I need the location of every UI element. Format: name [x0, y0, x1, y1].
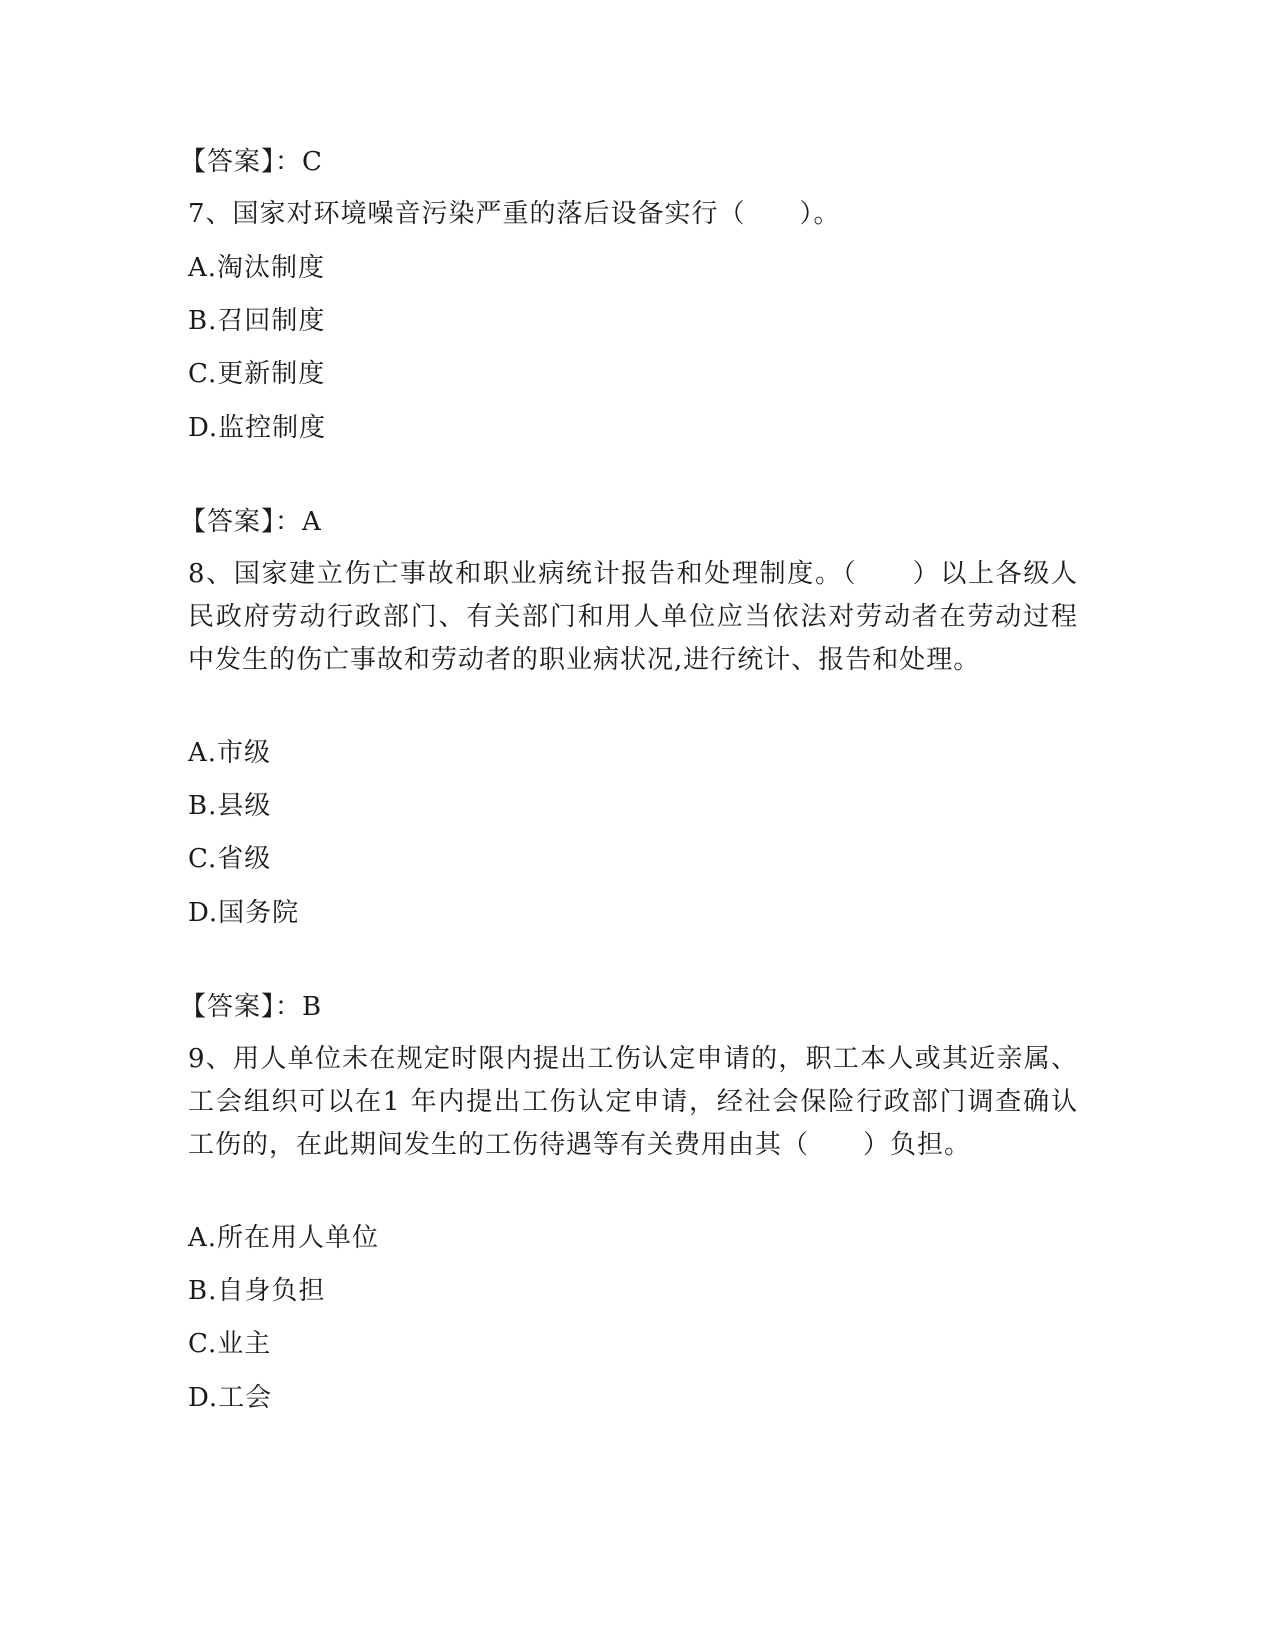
answer-line [180, 507, 322, 537]
answer-value: C [302, 147, 323, 177]
option-9d: D.工会 [188, 1383, 273, 1413]
question-9: 9、用人单位未在规定时限内提出工伤认定申请的，职工本人或其近亲属、工会组织可以在1 年内提出工伤认定申请，经社会保险行政部门调查确认工伤的，在此期间发生的工伤待遇等有关费用由其（ ）负担。 [188, 1044, 1078, 1160]
question-8: 8、国家建立伤亡事故和职业病统计报告和处理制度。（ ）以上各级人民政府劳动行政部门、有关部门和用人单位应当依法对劳动者在劳动过程中发生的伤亡事故和劳动者的职业病状况,进行统计、报告和处理。 [188, 559, 1078, 675]
question-7: 7、国家对环境噪音污染严重的落后设备实行（ ）。 [188, 199, 841, 229]
option-7c: C.更新制度 [188, 359, 326, 389]
option-8d: D.国务院 [188, 898, 300, 928]
option-9a: A.所在用人单位 [188, 1223, 380, 1253]
option-9b: B.自身负担 [188, 1276, 326, 1306]
option-7d: D.监控制度 [188, 413, 327, 443]
answer-value: A [302, 507, 322, 537]
answer-line [180, 992, 322, 1022]
option-8b: B.县级 [188, 791, 272, 821]
option-8c: C.省级 [188, 844, 272, 874]
option-7a: A.淘汰制度 [188, 253, 326, 283]
answer-label: 【答案】： [180, 992, 303, 1022]
answer-value: B [302, 992, 323, 1022]
option-7b: B.召回制度 [188, 306, 326, 336]
option-8a: A.市级 [188, 738, 272, 768]
answer-line [180, 147, 323, 177]
answer-label: 【答案】： [180, 507, 303, 537]
option-9c: C.业主 [188, 1329, 272, 1359]
answer-label: 【答案】： [180, 147, 303, 177]
